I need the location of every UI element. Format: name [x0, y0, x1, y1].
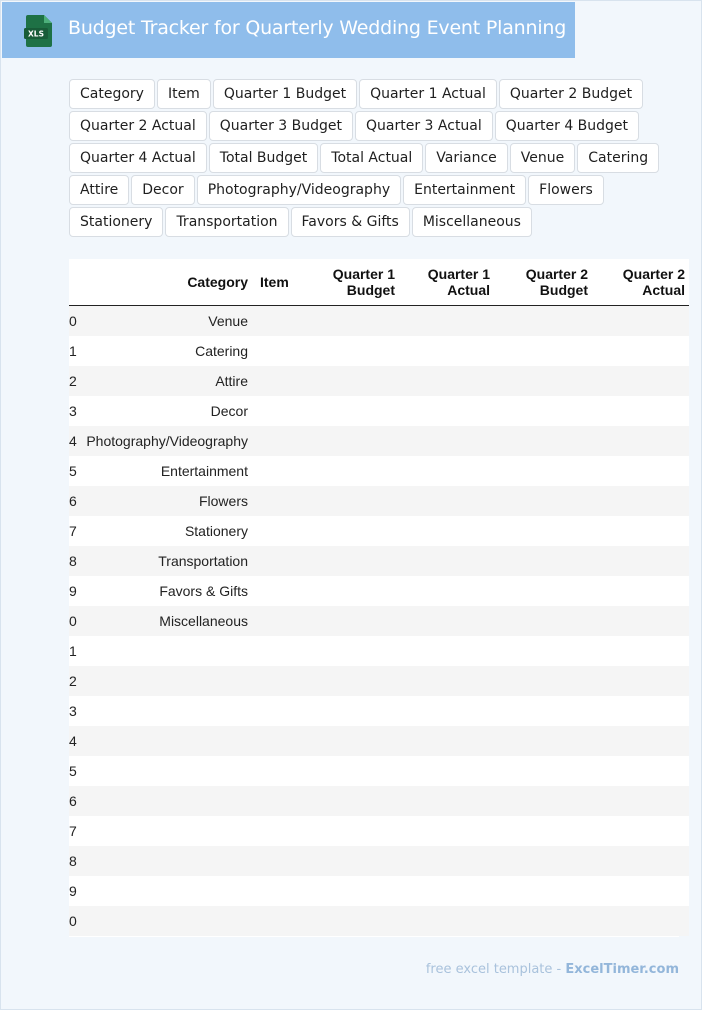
row-index: 9 — [69, 582, 77, 599]
column-chip[interactable]: Quarter 1 Budget — [213, 79, 357, 109]
table-row — [69, 336, 689, 366]
empty-cell — [399, 546, 494, 576]
empty-cell — [252, 456, 307, 486]
empty-cell — [307, 396, 399, 426]
table-row — [69, 816, 689, 846]
row-index: 5 — [69, 462, 77, 479]
empty-cell — [307, 426, 399, 456]
empty-cell — [307, 846, 399, 876]
empty-cell — [592, 846, 689, 876]
empty-cell — [252, 336, 307, 366]
column-chip[interactable]: Entertainment — [403, 175, 526, 205]
empty-cell — [252, 606, 307, 636]
empty-cell — [592, 306, 689, 336]
empty-cell — [252, 906, 307, 936]
empty-cell — [307, 366, 399, 396]
column-chip[interactable]: Quarter 3 Actual — [355, 111, 493, 141]
table-row — [69, 786, 689, 816]
empty-cell — [399, 726, 494, 756]
empty-cell — [252, 516, 307, 546]
footer-brand-link[interactable]: ExcelTimer.com — [565, 962, 679, 977]
empty-cell — [592, 816, 689, 846]
empty-cell — [307, 906, 399, 936]
empty-cell — [494, 816, 592, 846]
empty-cell — [494, 576, 592, 606]
row-index: 1 — [69, 342, 77, 359]
header-bar — [2, 2, 575, 58]
empty-cell — [494, 516, 592, 546]
category-cell — [74, 756, 252, 786]
table-row — [69, 396, 689, 426]
icon-label: XLS — [28, 29, 44, 39]
table-row — [69, 876, 689, 906]
row-index: 0 — [69, 312, 77, 329]
table-row — [69, 516, 689, 546]
empty-cell — [399, 906, 494, 936]
empty-cell — [494, 396, 592, 426]
empty-cell — [592, 696, 689, 726]
empty-cell — [252, 306, 307, 336]
empty-cell — [494, 546, 592, 576]
empty-cell — [592, 516, 689, 546]
empty-cell — [307, 726, 399, 756]
empty-cell — [307, 516, 399, 546]
empty-cell — [494, 906, 592, 936]
empty-cell — [592, 906, 689, 936]
column-chip[interactable]: Decor — [131, 175, 194, 205]
column-chip[interactable]: Transportation — [165, 207, 288, 237]
empty-cell — [494, 456, 592, 486]
empty-cell — [399, 846, 494, 876]
table-row — [69, 636, 689, 666]
empty-cell — [252, 786, 307, 816]
empty-cell — [399, 816, 494, 846]
empty-cell — [307, 486, 399, 516]
empty-cell — [252, 366, 307, 396]
empty-cell — [399, 666, 494, 696]
empty-cell — [307, 696, 399, 726]
empty-cell — [252, 816, 307, 846]
category-cell: Stationery — [74, 516, 252, 546]
empty-cell — [494, 696, 592, 726]
empty-cell — [307, 636, 399, 666]
table-row — [69, 366, 689, 396]
empty-cell — [592, 336, 689, 366]
category-cell: Favors & Gifts — [74, 576, 252, 606]
empty-cell — [399, 516, 494, 546]
row-index: 4 — [69, 732, 77, 749]
column-header: Quarter 1 Actual — [399, 259, 494, 306]
empty-cell — [399, 696, 494, 726]
table-row — [69, 666, 689, 696]
empty-cell — [494, 666, 592, 696]
empty-cell — [592, 456, 689, 486]
table-row — [69, 546, 689, 576]
empty-cell — [399, 366, 494, 396]
empty-cell — [592, 606, 689, 636]
category-cell: Photography/Videography — [74, 426, 252, 456]
table-row — [69, 306, 689, 336]
row-index: 5 — [69, 762, 77, 779]
empty-cell — [592, 666, 689, 696]
empty-cell — [399, 426, 494, 456]
budget-table — [69, 259, 689, 936]
empty-cell — [307, 666, 399, 696]
empty-cell — [399, 306, 494, 336]
row-index: 3 — [69, 702, 77, 719]
empty-cell — [307, 786, 399, 816]
row-index: 6 — [69, 792, 77, 809]
empty-cell — [399, 576, 494, 606]
column-chip[interactable]: Stationery — [69, 207, 163, 237]
category-cell — [74, 846, 252, 876]
empty-cell — [307, 456, 399, 486]
empty-cell — [592, 756, 689, 786]
row-index: 2 — [69, 672, 77, 689]
empty-cell — [252, 876, 307, 906]
column-chip[interactable]: Item — [157, 79, 211, 109]
empty-cell — [399, 606, 494, 636]
column-chip[interactable]: Flowers — [528, 175, 604, 205]
empty-cell — [252, 846, 307, 876]
empty-cell — [592, 366, 689, 396]
page-title: Budget Tracker for Quarterly Wedding Event Planning — [68, 17, 567, 39]
column-chip[interactable]: Miscellaneous — [412, 207, 532, 237]
category-cell: Miscellaneous — [74, 606, 252, 636]
column-chip[interactable]: Quarter 1 Actual — [359, 79, 497, 109]
column-chip[interactable]: Photography/Videography — [197, 175, 401, 205]
table-row — [69, 606, 689, 636]
empty-cell — [592, 876, 689, 906]
empty-cell — [399, 876, 494, 906]
table-body — [69, 306, 689, 936]
empty-cell — [592, 786, 689, 816]
category-cell: Catering — [74, 336, 252, 366]
row-index: 1 — [69, 642, 77, 659]
table-row — [69, 696, 689, 726]
column-chip[interactable]: Quarter 4 Actual — [69, 143, 207, 173]
row-index: 8 — [69, 552, 77, 569]
empty-cell — [252, 756, 307, 786]
empty-cell — [592, 726, 689, 756]
column-chip[interactable]: Quarter 3 Budget — [209, 111, 353, 141]
column-chip[interactable]: Total Actual — [320, 143, 423, 173]
row-index: 7 — [69, 522, 77, 539]
column-header: Category — [74, 259, 252, 306]
category-cell — [74, 906, 252, 936]
empty-cell — [399, 636, 494, 666]
table-row — [69, 576, 689, 606]
table-row — [69, 756, 689, 786]
category-cell: Flowers — [74, 486, 252, 516]
budget-table-container — [69, 259, 685, 937]
category-cell: Transportation — [74, 546, 252, 576]
footer-text: free excel template - — [425, 962, 562, 977]
column-header: Item — [252, 259, 307, 306]
column-header: Quarter 2 Actual — [592, 259, 689, 306]
category-cell: Entertainment — [74, 456, 252, 486]
category-cell — [74, 876, 252, 906]
empty-cell — [592, 546, 689, 576]
empty-cell — [494, 846, 592, 876]
empty-cell — [494, 426, 592, 456]
column-chip[interactable]: Total Budget — [209, 143, 319, 173]
footer-credit — [426, 962, 679, 977]
category-cell — [74, 726, 252, 756]
table-row — [69, 846, 689, 876]
empty-cell — [494, 756, 592, 786]
category-cell — [74, 816, 252, 846]
row-index: 8 — [69, 852, 77, 869]
empty-cell — [252, 576, 307, 606]
column-chip[interactable]: Favors & Gifts — [291, 207, 410, 237]
table-header-row — [69, 259, 689, 306]
category-cell — [74, 786, 252, 816]
empty-cell — [307, 546, 399, 576]
empty-cell — [494, 636, 592, 666]
empty-cell — [592, 636, 689, 666]
category-cell — [74, 666, 252, 696]
row-index: 3 — [69, 402, 77, 419]
table-row — [69, 726, 689, 756]
empty-cell — [252, 396, 307, 426]
column-chip-list — [69, 79, 689, 237]
empty-cell — [399, 486, 494, 516]
category-cell: Attire — [74, 366, 252, 396]
column-chip[interactable]: Variance — [425, 143, 507, 173]
row-index: 2 — [69, 372, 77, 389]
table-row — [69, 906, 689, 936]
column-chip[interactable]: Category — [69, 79, 155, 109]
table-row — [69, 486, 689, 516]
row-index: 7 — [69, 822, 77, 839]
empty-cell — [494, 336, 592, 366]
empty-cell — [592, 426, 689, 456]
row-index: 4 — [69, 432, 77, 449]
column-chip[interactable]: Catering — [577, 143, 659, 173]
empty-cell — [307, 306, 399, 336]
category-cell — [74, 696, 252, 726]
empty-cell — [494, 726, 592, 756]
empty-cell — [494, 366, 592, 396]
empty-cell — [307, 576, 399, 606]
empty-cell — [252, 696, 307, 726]
column-chip[interactable]: Venue — [510, 143, 575, 173]
empty-cell — [494, 876, 592, 906]
empty-cell — [307, 606, 399, 636]
empty-cell — [307, 816, 399, 846]
empty-cell — [399, 396, 494, 426]
empty-cell — [494, 786, 592, 816]
column-chip[interactable]: Quarter 4 Budget — [495, 111, 639, 141]
column-chip[interactable]: Quarter 2 Actual — [69, 111, 207, 141]
empty-cell — [399, 336, 494, 366]
excel-file-icon — [24, 15, 52, 47]
empty-cell — [494, 606, 592, 636]
empty-cell — [592, 486, 689, 516]
row-index: 9 — [69, 882, 77, 899]
column-chip[interactable]: Quarter 2 Budget — [499, 79, 643, 109]
category-cell: Venue — [74, 306, 252, 336]
column-header: Quarter 2 Budget — [494, 259, 592, 306]
empty-cell — [252, 666, 307, 696]
empty-cell — [592, 576, 689, 606]
empty-cell — [399, 456, 494, 486]
row-index: 6 — [69, 492, 77, 509]
table-row — [69, 456, 689, 486]
empty-cell — [252, 636, 307, 666]
empty-cell — [307, 876, 399, 906]
column-chip[interactable]: Attire — [69, 175, 129, 205]
empty-cell — [307, 336, 399, 366]
table-row — [69, 426, 689, 456]
empty-cell — [252, 426, 307, 456]
column-header: Quarter 1 Budget — [307, 259, 399, 306]
row-index: 0 — [69, 912, 77, 929]
category-cell: Decor — [74, 396, 252, 426]
empty-cell — [399, 786, 494, 816]
empty-cell — [252, 546, 307, 576]
category-cell — [74, 636, 252, 666]
empty-cell — [592, 396, 689, 426]
empty-cell — [252, 726, 307, 756]
empty-cell — [307, 756, 399, 786]
empty-cell — [252, 486, 307, 516]
row-index: 0 — [69, 612, 77, 629]
empty-cell — [494, 486, 592, 516]
empty-cell — [399, 756, 494, 786]
empty-cell — [494, 306, 592, 336]
